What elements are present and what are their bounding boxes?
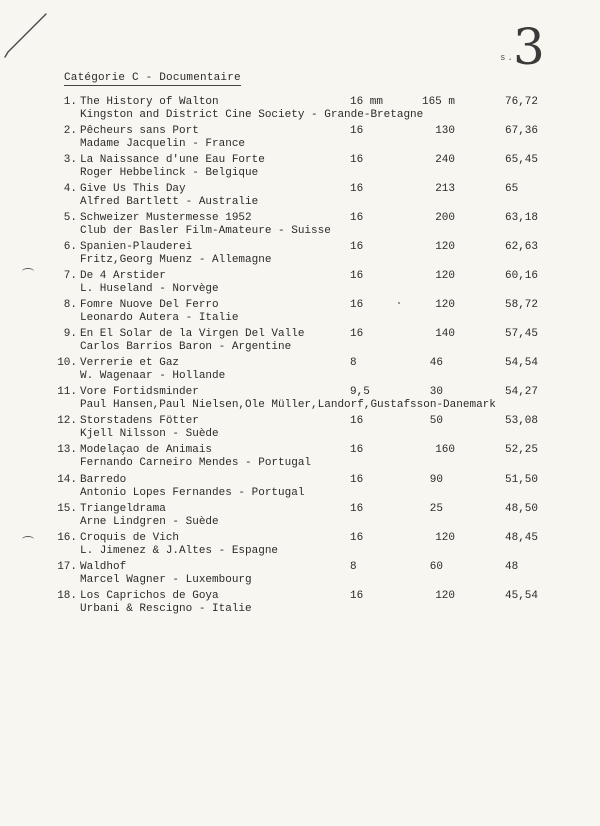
entry-rank: 17.: [57, 561, 77, 573]
entry-title: Waldhof: [80, 561, 127, 573]
entry-format: 8: [350, 357, 357, 369]
entry-length: 120: [435, 590, 455, 602]
entry-title: Vore Fortidsminder: [80, 386, 199, 398]
entry-length: 240: [435, 154, 455, 166]
entry-credit: Fernando Carneiro Mendes - Portugal: [80, 457, 312, 469]
entry-length: 165 m: [421, 96, 455, 108]
entry-credit: Antonio Lopes Fernandes - Portugal: [80, 487, 305, 499]
entry-credit: Fritz,Georg Muenz - Allemagne: [80, 254, 272, 266]
entry-length: 120: [435, 241, 455, 253]
punch-hole-mark: [22, 268, 34, 275]
entry-rank: 9.: [63, 328, 77, 340]
punch-hole-mark: [22, 536, 34, 543]
entry-credit: Roger Hebbelinck - Belgique: [80, 167, 259, 179]
entry-format: 16: [350, 212, 364, 224]
list-item: [0, 532, 600, 560]
entry-score: 51,50: [505, 474, 539, 486]
entry-title: Modelaçao de Animais: [80, 444, 213, 456]
entry-title: Spanien-Plauderei: [80, 241, 193, 253]
entry-format: 16: [350, 299, 364, 311]
list-item: [0, 386, 600, 414]
entry-format: 9,5: [350, 386, 370, 398]
entry-score: 54,54: [505, 357, 539, 369]
entry-credit: Kingston and District Cine Society - Grande-Bretagne: [80, 109, 424, 121]
entry-length: 60: [429, 561, 443, 573]
list-item: [0, 183, 600, 211]
entry-rank: 3.: [63, 154, 77, 166]
entry-format: 8: [350, 561, 357, 573]
list-item: [0, 154, 600, 182]
entry-format: 16: [350, 590, 364, 602]
entry-length: 140: [435, 328, 455, 340]
entry-credit: Kjell Nilsson - Suède: [80, 428, 219, 440]
entry-length: 120: [435, 299, 455, 311]
entry-rank: 11.: [57, 386, 77, 398]
entry-rank: 4.: [63, 183, 77, 195]
entry-title: Croquis de Vich: [80, 532, 180, 544]
entry-format: 16: [350, 328, 364, 340]
list-item: [0, 241, 600, 269]
entry-length: 213: [435, 183, 455, 195]
entry-score: 48,45: [505, 532, 539, 544]
entry-title: Give Us This Day: [80, 183, 186, 195]
entry-credit: Leonardo Autera - Italie: [80, 312, 239, 324]
entry-rank: 6.: [63, 241, 77, 253]
list-item: [0, 270, 600, 298]
entry-format: 16: [350, 183, 364, 195]
entry-credit: Arne Lindgren - Suède: [80, 516, 219, 528]
list-item: [0, 561, 600, 589]
entry-rank: 16.: [57, 532, 77, 544]
entry-title: Storstadens Fötter: [80, 415, 199, 427]
list-item: [0, 96, 600, 124]
entry-rank: 1.: [63, 96, 77, 108]
entry-format: 16: [350, 503, 364, 515]
entry-title: Barredo: [80, 474, 127, 486]
entry-credit: L. Jimenez & J.Altes - Espagne: [80, 545, 279, 557]
entry-title: De 4 Arstider: [80, 270, 166, 282]
entry-score: 57,45: [505, 328, 539, 340]
entry-length: 90: [429, 474, 443, 486]
entry-score: 67,36: [505, 125, 539, 137]
entry-rank: 18.: [57, 590, 77, 602]
entry-length: 46: [429, 357, 443, 369]
entry-score: 48,50: [505, 503, 539, 515]
entry-title: Schweizer Mustermesse 1952: [80, 212, 252, 224]
entry-rank: 7.: [63, 270, 77, 282]
entry-format: 16: [350, 415, 364, 427]
entry-format: 16: [350, 125, 364, 137]
entry-rank: 13.: [57, 444, 77, 456]
pen-stroke-mark: [0, 0, 80, 60]
entry-length: 130: [435, 125, 455, 137]
entry-score: 63,18: [505, 212, 539, 224]
entry-format: 16: [350, 444, 364, 456]
entry-credit: Carlos Barrios Baron - Argentine: [80, 341, 292, 353]
entry-length: 30: [429, 386, 443, 398]
entry-credit: Club der Basler Film-Amateure - Suisse: [80, 225, 331, 237]
list-item: [0, 299, 600, 327]
page-number: 3: [513, 18, 545, 76]
list-item: [0, 474, 600, 502]
entry-title: Verrerie et Gaz: [80, 357, 180, 369]
list-item: [0, 590, 600, 618]
entry-credit: Marcel Wagner - Luxembourg: [80, 574, 252, 586]
entry-title: Triangeldrama: [80, 503, 166, 515]
entry-title: En El Solar de la Virgen Del Valle: [80, 328, 305, 340]
entry-rank: 10.: [57, 357, 77, 369]
entry-rank: 2.: [63, 125, 77, 137]
entry-format: 16 mm: [350, 96, 384, 108]
list-item: [0, 503, 600, 531]
entry-rank: 12.: [57, 415, 77, 427]
entry-rank: 8.: [63, 299, 77, 311]
category-title: Catégorie C - Documentaire: [64, 72, 241, 84]
entry-length: 160: [435, 444, 455, 456]
entry-score: 52,25: [505, 444, 539, 456]
entry-title: The History of Walton: [80, 96, 219, 108]
entry-format: 16: [350, 154, 364, 166]
entry-format: 16: [350, 474, 364, 486]
entry-title: Los Caprichos de Goya: [80, 590, 219, 602]
entry-score: 60,16: [505, 270, 539, 282]
entry-score: 53,08: [505, 415, 539, 427]
entry-rank: 14.: [57, 474, 77, 486]
list-item: [0, 125, 600, 153]
entry-rank: 5.: [63, 212, 77, 224]
entry-credit: Urbani & Rescigno - Italie: [80, 603, 252, 615]
entry-score: 58,72: [505, 299, 539, 311]
list-item: [0, 357, 600, 385]
list-item: [0, 415, 600, 443]
entry-credit: L. Huseland - Norvège: [80, 283, 219, 295]
entry-length: 50: [429, 415, 443, 427]
entry-rank: 15.: [57, 503, 77, 515]
page-mark: s.: [500, 53, 515, 63]
entry-score: 62,63: [505, 241, 539, 253]
list-item: [0, 328, 600, 356]
entry-score: 45,54: [505, 590, 539, 602]
entry-title: Fomre Nuove Del Ferro: [80, 299, 219, 311]
entry-length: 120: [435, 270, 455, 282]
entry-credit: Madame Jacquelin - France: [80, 138, 246, 150]
entry-length: 120: [435, 532, 455, 544]
entry-format: 16: [350, 532, 364, 544]
entry-credit: W. Wagenaar - Hollande: [80, 370, 226, 382]
entry-length: 25: [429, 503, 443, 515]
entry-score: 54,27: [505, 386, 539, 398]
entry-score: 65: [505, 183, 519, 195]
entry-credit: Paul Hansen,Paul Nielsen,Ole Müller,Landorf,Gustafsson-Danemark: [80, 399, 496, 411]
entry-score: 48: [505, 561, 519, 573]
entry-title: Pêcheurs sans Port: [80, 125, 199, 137]
entry-score: 65,45: [505, 154, 539, 166]
list-item: [0, 444, 600, 472]
entry-credit: Alfred Bartlett - Australie: [80, 196, 259, 208]
list-item: [0, 212, 600, 240]
entry-format: 16: [350, 241, 364, 253]
entry-format: 16: [350, 270, 364, 282]
entry-title: La Naissance d'une Eau Forte: [80, 154, 265, 166]
ink-speck: [398, 302, 400, 304]
entry-score: 76,72: [505, 96, 539, 108]
entry-length: 200: [435, 212, 455, 224]
